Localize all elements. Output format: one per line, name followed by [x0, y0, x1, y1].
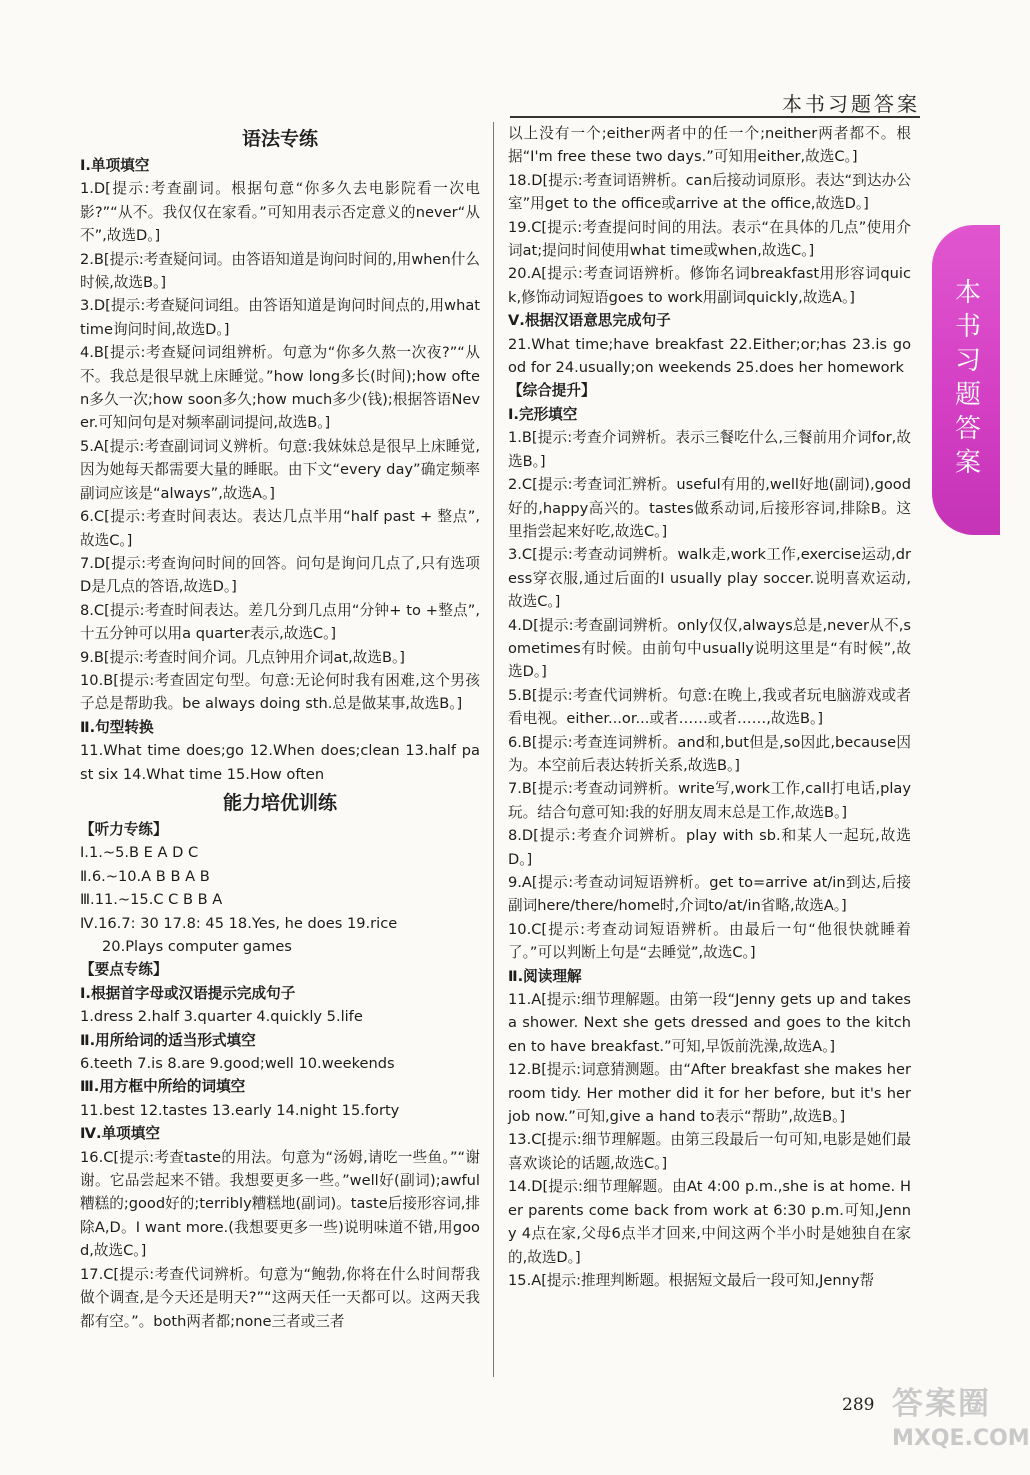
answer-item: 8.C[提示:考查时间表达。差几分到几点用“分钟+ to +整点”,十五分钟可以用a quarter表示,故选C。] — [80, 601, 480, 643]
answer-item: Ⅰ.1.~5.B E A D C — [80, 844, 199, 862]
section-heading: Ⅱ.句型转换 — [80, 718, 154, 736]
page-number: 289 — [842, 1395, 875, 1415]
watermark-line-1: 答案圈 — [892, 1386, 991, 1422]
answer-item: 8.D[提示:考查介词辨析。play with sb.和某人一起玩,故选D。] — [508, 827, 911, 868]
answer-item: 10.B[提示:考查固定句型。句意:无论何时我有困难,这个男孩子总是帮助我。be always doing sth.总是做某事,故选B。] — [80, 671, 480, 713]
answer-item: 10.C[提示:考查动词短语辨析。由最后一句“他很快就睡着了。”可以判断上句是“去睡觉”,故选C。] — [508, 920, 911, 962]
answer-item: 1.dress 2.half 3.quarter 4.quickly 5.life — [80, 1008, 363, 1026]
answer-item: 21.What time;have breakfast 22.Either;or;has 23.is good for 24.usually;on weekends 25.does her homework — [508, 335, 911, 377]
answer-item: 7.B[提示:考查动词辨析。write写,work工作,call打电话,play玩。结合句意可知:我的好朋友周末总是工作,故选B。] — [508, 780, 911, 821]
section-heading: Ⅰ.根据首字母或汉语提示完成句子 — [80, 984, 296, 1002]
section-heading: Ⅳ.单项填空 — [80, 1125, 160, 1143]
section-title: 能力培优训练 — [222, 791, 337, 814]
answer-item: 16.C[提示:考查taste的用法。句意为“汤姆,请吃一些鱼。”“谢谢。它品尝起来不错。我想要更多一些。”well好(副词);awful糟糕的;good好的;terribly糟糕地(副词)。taste后接形容词,排除A,D。I want more.(我想要更多一些)说明味道不错,用good,故选C。] — [80, 1148, 480, 1260]
answer-item: 18.D[提示:考查词语辨析。can后接动词原形。表达“到达办公室”用get to the office或arrive at the office,故选D。] — [508, 171, 911, 213]
left-column — [80, 122, 480, 1333]
header-rule — [510, 116, 920, 118]
answer-item: Ⅲ.11.~15.C C B B A — [80, 891, 223, 909]
answer-item: 13.C[提示:细节理解题。由第三段最后一句可知,电影是她们最喜欢谈论的话题,故选C。] — [508, 1131, 911, 1172]
side-tab-label: 本书习题答案 — [950, 278, 981, 482]
section-heading: 【听力专练】 — [80, 820, 168, 838]
section-heading: 【综合提升】 — [508, 382, 596, 400]
answer-item: 5.B[提示:考查代词辨析。句意:在晚上,我或者玩电脑游戏或者看电视。either...or...或者……或者……,故选B。] — [508, 686, 911, 728]
answer-item: 4.B[提示:考查疑问词组辨析。句意为“你多久熬一次夜?”“从不。我总是很早就上床睡觉。”how long多长(时间);how often多久一次;how soon多久;how much多少(钱);根据答语Never.可知问句是对频率副词提问,故选B。] — [80, 344, 480, 432]
watermark-logo — [892, 1384, 1030, 1472]
answer-item: 15.A[提示:推理判断题。根据短文最后一段可知,Jenny帮 — [508, 1271, 875, 1289]
answer-item: 11.A[提示:细节理解题。由第一段“Jenny gets up and takes a shower. Next she gets dressed and goes to the kitchen to have breakfast.”可知,早饭前洗澡,故选A。] — [508, 991, 911, 1055]
answer-item: 9.A[提示:考查动词短语辨析。get to=arrive at/in到达,后接副词here/there/home时,介词to/at/in省略,故选A。] — [508, 874, 911, 915]
answer-item: 11.best 12.tastes 13.early 14.night 15.forty — [80, 1101, 400, 1119]
answer-item: 6.B[提示:考查连词辨析。and和,but但是,so因此,because因为。本空前后表达转折关系,故选B。] — [508, 733, 911, 774]
answer-item: 3.C[提示:考查动词辨析。walk走,work工作,exercise运动,dress穿衣服,通过后面的I usually play soccer.说明喜欢运动,故选C。] — [508, 546, 911, 611]
answer-item: 6.teeth 7.is 8.are 9.good;well 10.weekends — [80, 1055, 395, 1073]
answer-item: 4.D[提示:考查副词辨析。only仅仅,always总是,never从不,sometimes有时候。由前句中usually说明这里是“有时候”,故选D。] — [508, 616, 911, 681]
answer-item: 11.What time does;go 12.When does;clean 13.half past six 14.What time 15.How often — [80, 742, 480, 783]
answer-item: 2.C[提示:考查词汇辨析。useful有用的,well好地(副词),good好的,happy高兴的。tastes做系动词,后接形容词,排除B。这里指尝起来好吃,故选C。] — [508, 476, 911, 540]
section-heading: Ⅰ.完形填空 — [508, 405, 578, 423]
answer-item: 3.D[提示:考查疑问词组。由答语知道是询问时间点的,用what time询问时间,故选D。] — [80, 297, 480, 338]
answer-item: Ⅱ.6.~10.A B B A B — [80, 867, 210, 885]
side-tab — [932, 225, 1000, 535]
answer-item: 7.D[提示:考查询问时间的回答。问句是询问几点了,只有选项D是几点的答语,故选D。] — [80, 554, 480, 596]
section-heading: 【要点专练】 — [80, 961, 168, 979]
answer-item: 19.C[提示:考查提问时间的用法。表示“在具体的几点”使用介词at;提问时间使用what time或when,故选C。] — [508, 218, 911, 260]
section-heading: Ⅱ.阅读理解 — [508, 967, 582, 985]
section-heading: Ⅴ.根据汉语意思完成句子 — [508, 312, 671, 330]
answer-item: 以上没有一个;either两者中的任一个;neither两者都不。根据“I'm free these two days.”可知用either,故选C。] — [508, 125, 911, 166]
answer-item: 1.B[提示:考查介词辨析。表示三餐吃什么,三餐前用介词for,故选B。] — [508, 429, 911, 470]
answer-item: 5.A[提示:考查副词词义辨析。句意:我妹妹总是很早上床睡觉,因为她每天都需要大量的睡眠。由下文“every day”确定频率副词应该是“always”,故选A。] — [80, 437, 480, 502]
answer-item: 9.B[提示:考查时间介词。几点钟用介词at,故选B。] — [80, 648, 405, 666]
right-column — [508, 122, 911, 1292]
answer-item: Ⅳ.16.7: 30 17.8: 45 18.Yes, he does 19.rice — [80, 914, 398, 932]
answer-item: 6.C[提示:考查时间表达。表达几点半用“half past + 整点”,故选C。] — [80, 508, 480, 549]
watermark-line-2: MXQE.COM — [892, 1426, 1030, 1451]
answer-line: 20.Plays computer games — [102, 938, 292, 955]
section-heading: Ⅱ.用所给词的适当形式填空 — [80, 1031, 256, 1049]
section-title: 语法专练 — [241, 128, 318, 150]
answer-item: 14.D[提示:细节理解题。由At 4:00 p.m.,she is at home. Her parents come back from work at 6:30 p.m.可知,Jenny 4点在家,父母6点半才回来,中间这两个半小时是她独自在家的,故选D。] — [508, 1178, 911, 1266]
section-heading: Ⅰ.单项填空 — [80, 157, 150, 174]
page-header-title: 本书习题答案 — [782, 92, 920, 116]
section-heading: Ⅲ.用方框中所给的词填空 — [80, 1078, 246, 1096]
answer-item: 17.C[提示:考查代词辨析。句意为“鲍勃,你将在什么时间帮我做个调查,是今天还是明天?”“这两天任一天都可以。这两天我都有空。”。both两者都;none三者或三者 — [80, 1265, 480, 1330]
answer-item: 2.B[提示:考查疑问词。由答语知道是询问时间的,用when什么时候,故选B。] — [80, 250, 480, 292]
column-divider — [493, 122, 494, 1377]
answer-item: 20.A[提示:考查词语辨析。修饰名词breakfast用形容词quick,修饰动词短语goes to work用副词quickly,故选A。] — [508, 265, 911, 306]
answer-item: 12.B[提示:词意猜测题。由“After breakfast she makes her room tidy. Her mother did it for her before, but it's her job now.”可知,give a hand to表示“帮助”,故选B。] — [508, 1061, 911, 1126]
answer-item: 1.D[提示:考查副词。根据句意“你多久去电影院看一次电影?”“从不。我仅仅在家看。”可知用表示否定意义的never“从不”,故选D。] — [80, 180, 480, 245]
